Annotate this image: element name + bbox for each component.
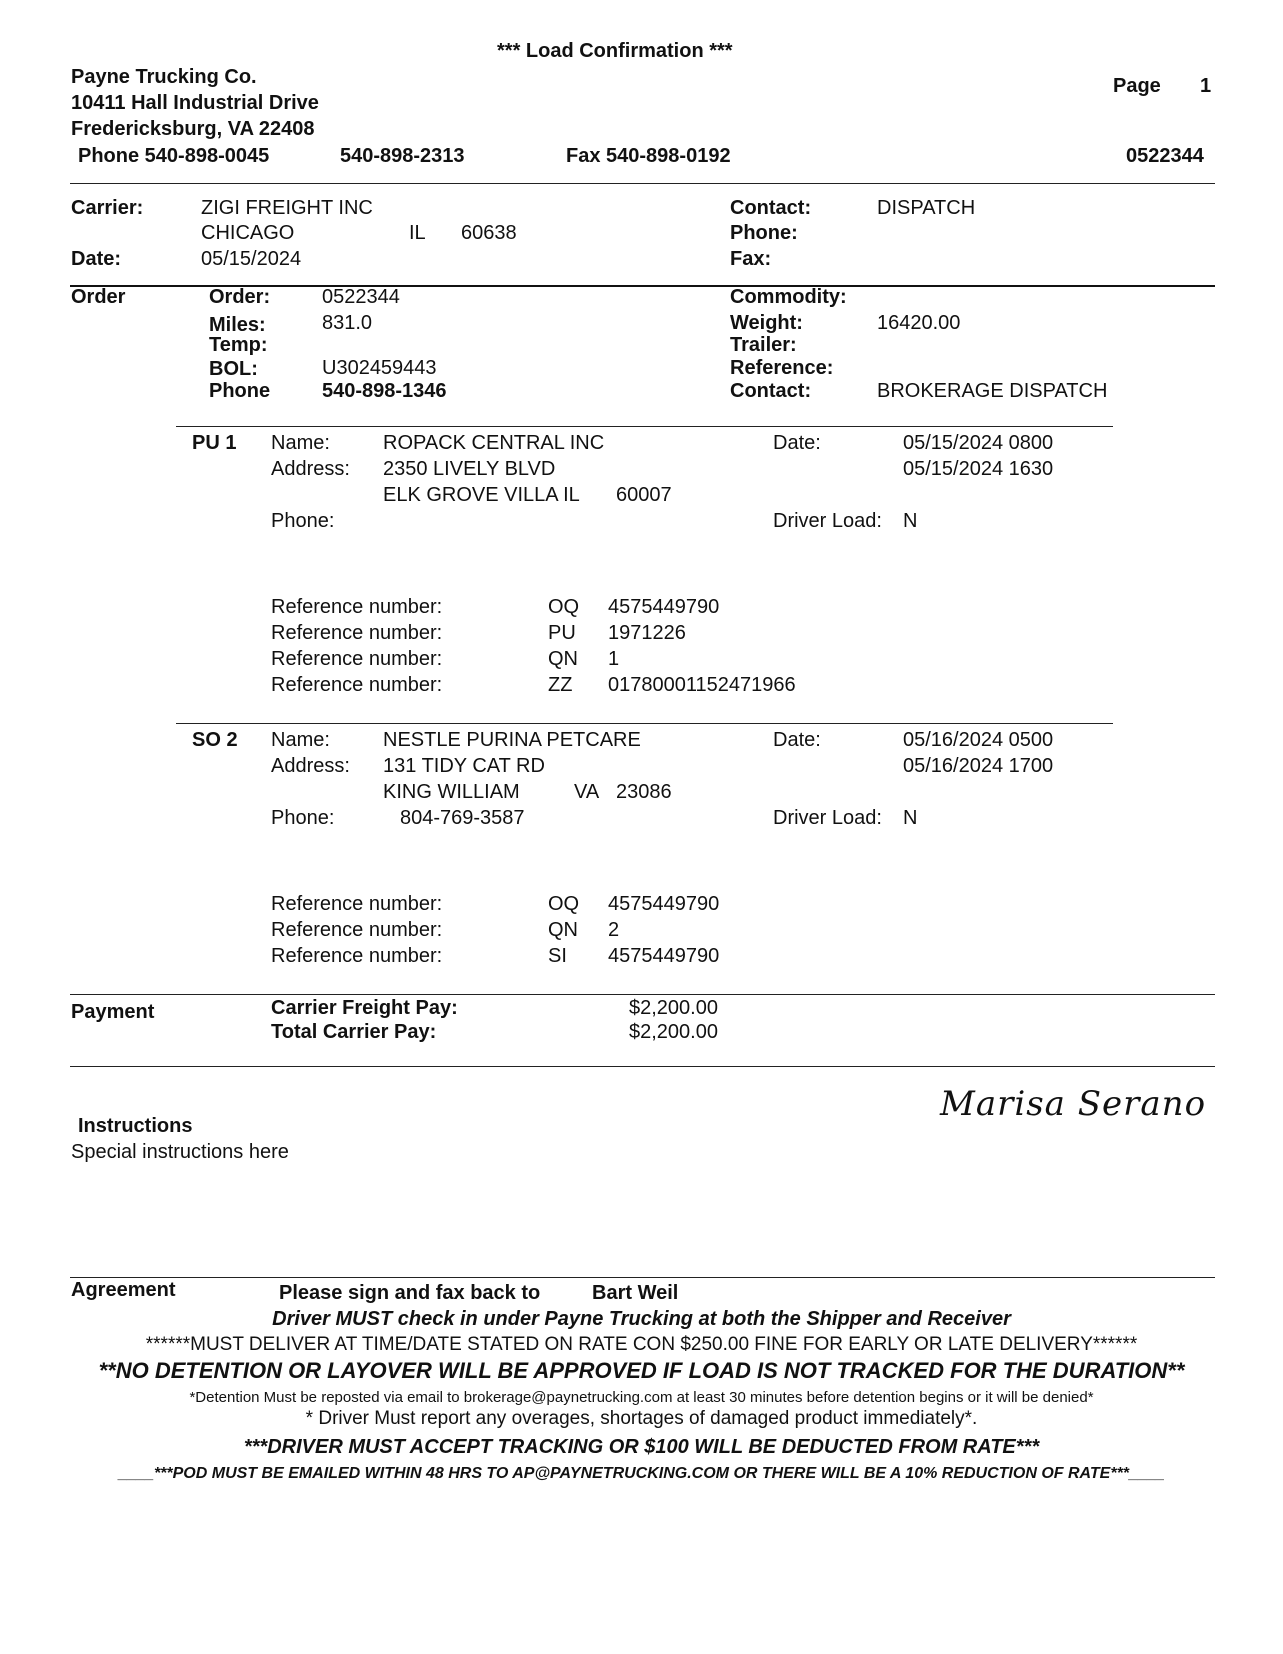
reference-number-label: Reference number: (271, 893, 443, 915)
instructions-title: Instructions (78, 1115, 193, 1137)
agreement-line-pod: ____***POD MUST BE EMAILED WITHIN 48 HRS TO AP@PAYNETRUCKING.COM OR THERE WILL BE A 10% REDUCTION OF RATE***____ (118, 1465, 1165, 1482)
driver-load-label: Driver Load: (773, 510, 882, 532)
stop-date-2: 05/16/2024 1700 (903, 755, 1054, 777)
trailer-label: Trailer: (730, 334, 797, 356)
reference-value: 2 (608, 919, 620, 941)
order-label: Order: (209, 286, 271, 308)
miles-label: Miles: (209, 314, 266, 336)
signature: Marisa Serano (940, 1084, 1207, 1124)
company-phone: Phone 540-898-0045 (78, 145, 270, 167)
reference-code: SI (548, 945, 567, 967)
reference-code: OQ (548, 596, 580, 618)
stop-code: PU 1 (192, 432, 237, 454)
divider (176, 723, 1113, 724)
sign-recipient: Bart Weil (592, 1282, 679, 1304)
total-carrier-pay-value: $2,200.00 (629, 1021, 718, 1043)
stop-address-label: Address: (271, 755, 350, 777)
agreement-section-label: Agreement (71, 1279, 176, 1301)
carrier-date: 05/15/2024 (201, 248, 302, 270)
stop-address-city: KING WILLIAM (383, 781, 520, 803)
order-contact-label: Contact: (730, 380, 812, 402)
stop-address-label: Address: (271, 458, 350, 480)
miles-value: 831.0 (322, 312, 373, 334)
order-contact-value: BROKERAGE DISPATCH (877, 380, 1108, 402)
agreement-line-overages: * Driver Must report any overages, shortages of damaged product immediately*. (305, 1408, 978, 1429)
agreement-line-tracking: ***DRIVER MUST ACCEPT TRACKING OR $100 WILL BE DEDUCTED FROM RATE*** (243, 1436, 1040, 1458)
driver-load-value: N (903, 807, 918, 829)
stop-address-state: VA (574, 781, 600, 803)
company-phone-2: 540-898-2313 (340, 145, 465, 167)
carrier-contact: DISPATCH (877, 197, 976, 219)
stop-phone: 804-769-3587 (400, 807, 525, 829)
company-fax: Fax 540-898-0192 (566, 145, 731, 167)
carrier-state: IL (409, 222, 426, 244)
divider (70, 1277, 1215, 1278)
stop-name-label: Name: (271, 729, 330, 751)
divider (70, 183, 1215, 184)
agreement-line-detention: **NO DETENTION OR LAYOVER WILL BE APPROVED IF LOAD IS NOT TRACKED FOR THE DURATION** (98, 1358, 1185, 1383)
reference-value: 4575449790 (608, 945, 720, 967)
instructions-text: Special instructions here (71, 1141, 289, 1163)
reference-code: QN (548, 648, 578, 670)
reference-code: QN (548, 919, 578, 941)
order-reference: 0522344 (1126, 145, 1204, 167)
date-label: Date: (71, 248, 122, 270)
reference-value: 4575449790 (608, 596, 720, 618)
bol-label: BOL: (209, 358, 258, 380)
stop-name-label: Name: (271, 432, 330, 454)
divider (176, 426, 1113, 427)
order-value: 0522344 (322, 286, 400, 308)
reference-number-label: Reference number: (271, 648, 443, 670)
reference-code: OQ (548, 893, 580, 915)
contact-label: Contact: (730, 197, 812, 219)
stop-date-1: 05/15/2024 0800 (903, 432, 1054, 454)
carrier-zip: 60638 (461, 222, 517, 244)
order-section-label: Order (71, 286, 126, 308)
order-phone-value: 540-898-1346 (322, 380, 447, 402)
reference-label: Reference: (730, 357, 834, 379)
page-label: Page (1113, 75, 1161, 97)
stop-address-line1: 131 TIDY CAT RD (383, 755, 545, 777)
carrier-label: Carrier: (71, 197, 144, 219)
carrier-phone-label: Phone: (730, 222, 798, 244)
carrier-city: CHICAGO (201, 222, 295, 244)
reference-value: 4575449790 (608, 893, 720, 915)
total-carrier-pay-label: Total Carrier Pay: (271, 1021, 437, 1043)
document-title: *** Load Confirmation *** (497, 40, 733, 62)
reference-number-label: Reference number: (271, 622, 443, 644)
order-phone-label: Phone (209, 380, 271, 402)
commodity-label: Commodity: (730, 286, 847, 308)
stop-date-1: 05/16/2024 0500 (903, 729, 1054, 751)
stop-address-line1: 2350 LIVELY BLVD (383, 458, 556, 480)
reference-value: 01780001152471966 (608, 674, 796, 696)
company-name: Payne Trucking Co. (71, 66, 257, 88)
agreement-line-deliver: ******MUST DELIVER AT TIME/DATE STATED ON RATE CON $250.00 FINE FOR EARLY OR LATE DELIVERY****** (145, 1334, 1138, 1355)
stop-address-city: ELK GROVE VILLA IL (383, 484, 580, 506)
reference-value: 1 (608, 648, 620, 670)
stop-phone-label: Phone: (271, 510, 335, 532)
weight-label: Weight: (730, 312, 803, 334)
temp-label: Temp: (209, 334, 268, 356)
reference-number-label: Reference number: (271, 945, 443, 967)
driver-load-value: N (903, 510, 918, 532)
weight-value: 16420.00 (877, 312, 961, 334)
stop-date-2: 05/15/2024 1630 (903, 458, 1054, 480)
divider (70, 994, 1215, 995)
stop-date-label: Date: (773, 729, 821, 751)
carrier-freight-pay-value: $2,200.00 (629, 997, 718, 1019)
stop-address-zip: 60007 (616, 484, 672, 506)
carrier-freight-pay-label: Carrier Freight Pay: (271, 997, 458, 1019)
reference-code: ZZ (548, 674, 573, 696)
bol-value: U302459443 (322, 357, 437, 379)
reference-value: 1971226 (608, 622, 686, 644)
stop-name: ROPACK CENTRAL INC (383, 432, 605, 454)
agreement-line-checkin: Driver MUST check in under Payne Trucking at both the Shipper and Receiver (272, 1308, 1011, 1330)
divider (70, 1066, 1215, 1067)
payment-section-label: Payment (71, 1001, 155, 1023)
reference-number-label: Reference number: (271, 674, 443, 696)
stop-name: NESTLE PURINA PETCARE (383, 729, 641, 751)
sign-instruction: Please sign and fax back to (279, 1282, 541, 1304)
carrier-name: ZIGI FREIGHT INC (201, 197, 373, 219)
stop-address-zip: 23086 (616, 781, 672, 803)
reference-number-label: Reference number: (271, 596, 443, 618)
reference-code: PU (548, 622, 576, 644)
carrier-fax-label: Fax: (730, 248, 772, 270)
page-number: 1 (1200, 75, 1212, 97)
agreement-line-detention-email: *Detention Must be reposted via email to brokerage@paynetrucking.com at least 30 minutes before detention begins or it will be denied* (189, 1389, 1094, 1406)
stop-phone-label: Phone: (271, 807, 335, 829)
stop-code: SO 2 (192, 729, 238, 751)
driver-load-label: Driver Load: (773, 807, 882, 829)
stop-date-label: Date: (773, 432, 821, 454)
company-address-line2: Fredericksburg, VA 22408 (71, 118, 315, 140)
company-address-line1: 10411 Hall Industrial Drive (71, 92, 319, 114)
reference-number-label: Reference number: (271, 919, 443, 941)
